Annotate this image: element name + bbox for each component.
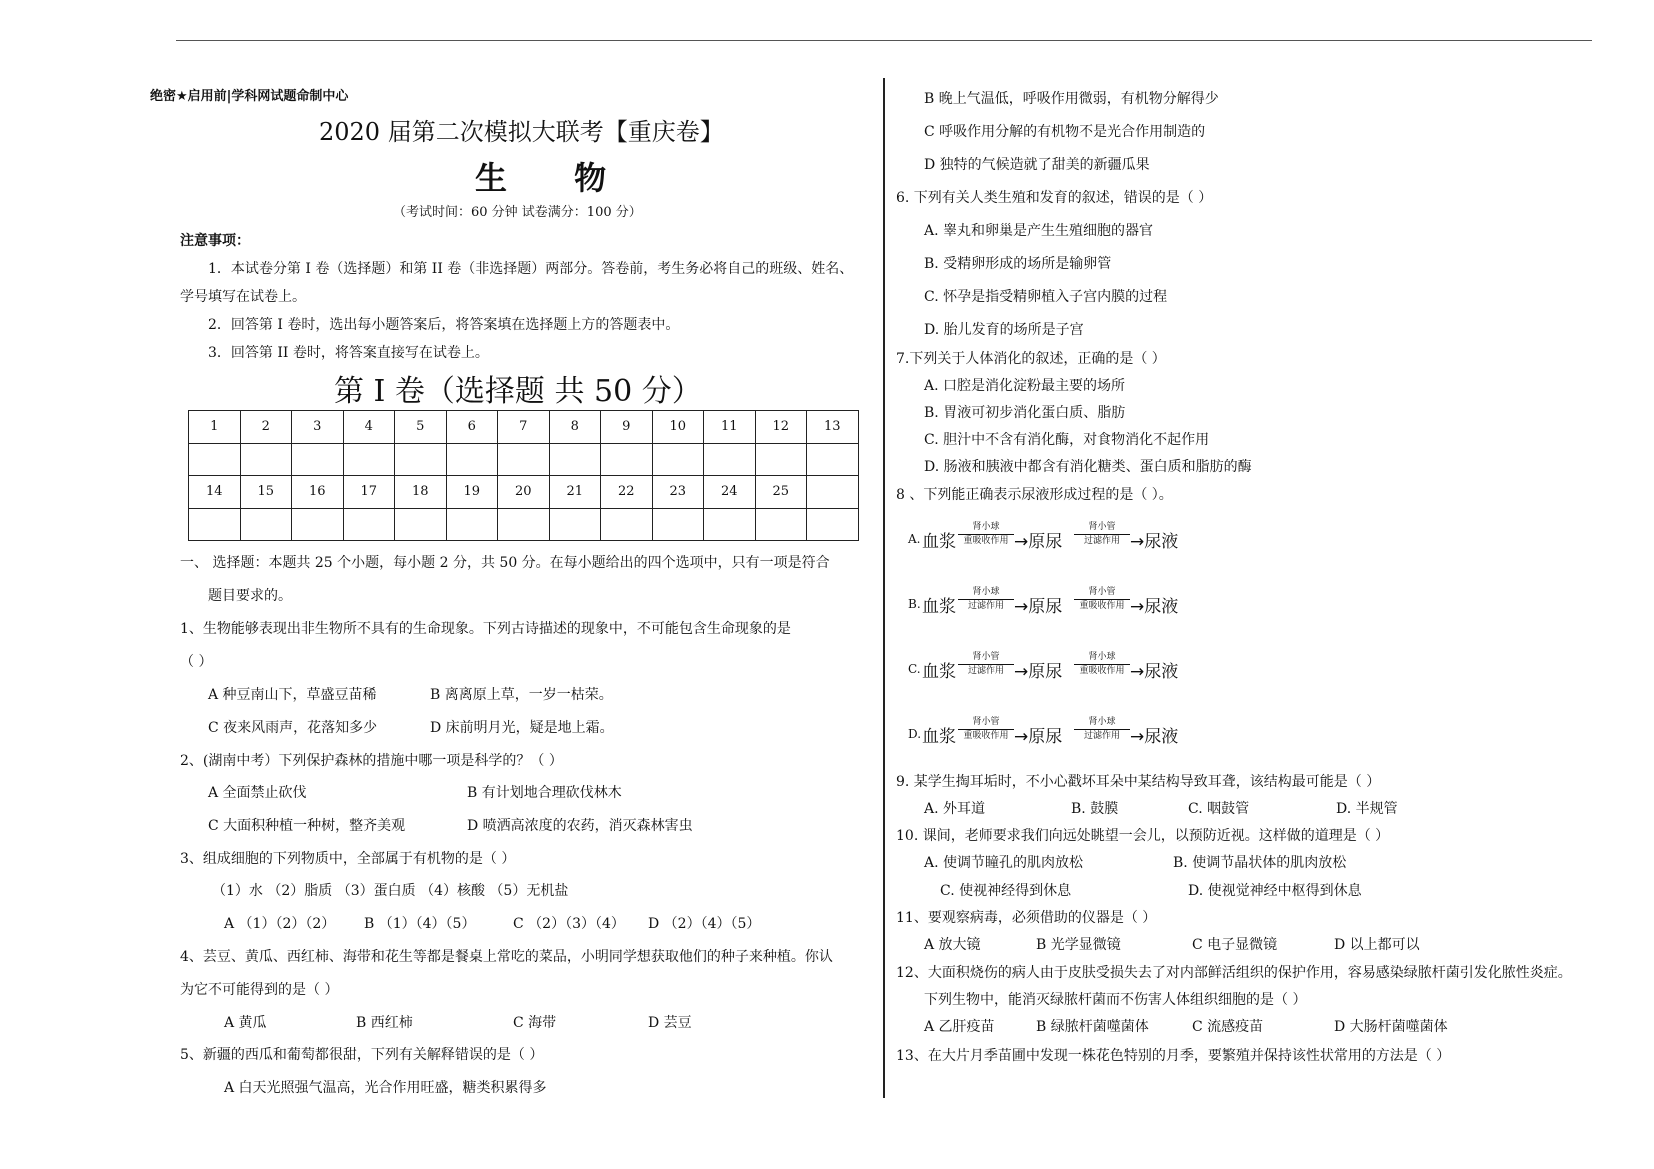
answer-cell[interactable] (652, 508, 704, 541)
subject-title: 生 物 (475, 159, 635, 197)
notice-line-4: 3．回答第 II 卷时，将答案直接写在试卷上。 (208, 345, 489, 361)
q9-stem: 9. 某学生掏耳垢时，不小心戳坏耳朵中某结构导致耳聋，该结构最可能是（ ） (896, 774, 1381, 790)
answer-grid-blank-row-2 (189, 508, 859, 541)
grid-number: 21 (549, 476, 601, 509)
q10-stem: 10. 课间，老师要求我们向远处眺望一会儿，以预防近视。这样做的道理是（ ） (896, 828, 1390, 844)
q12-option-d: D 大肠杆菌噬菌体 (1334, 1019, 1448, 1035)
grid-number: 3 (292, 411, 344, 444)
q3-stem: 3、组成细胞的下列物质中，全部属于有机物的是（ ） (180, 851, 516, 867)
answer-cell[interactable] (240, 508, 292, 541)
answer-grid-header-row-2 (189, 476, 859, 509)
grid-number: 2 (240, 411, 292, 444)
answer-cell[interactable] (807, 508, 859, 541)
q8-arrow-top-label: 肾小管 (972, 717, 1000, 727)
q8-arrow-bottom-label: 过滤作用 (967, 666, 1004, 676)
exam-info: （考试时间：60 分钟 试卷满分：100 分） (393, 205, 642, 220)
q10-option-c: C. 使视神经得到休息 (940, 883, 1072, 899)
q3-option-d: D （2）（4）（5） (648, 916, 761, 932)
q12-stem-2: 下列生物中，能消灭绿脓杆菌而不伤害人体组织细胞的是（ ） (924, 992, 1307, 1008)
q5-option-c: C 呼吸作用分解的有机物不是光合作用制造的 (924, 124, 1206, 140)
answer-cell[interactable] (755, 508, 807, 541)
q8-arrow-bottom-label: 重吸收作用 (963, 731, 1009, 741)
q8-arrow-2 (1074, 651, 1130, 678)
answer-cell[interactable] (240, 443, 292, 476)
q3-items: （1）水 （2）脂质 （3）蛋白质 （4）核酸 （5）无机盐 (212, 883, 569, 899)
q2-option-d: D 喷洒高浓度的农药，消灭森林害虫 (467, 818, 693, 834)
q6-stem: 6. 下列有关人类生殖和发育的叙述，错误的是（ ） (896, 190, 1213, 206)
q9-option-c: C. 咽鼓管 (1188, 801, 1250, 817)
q11-option-d: D 以上都可以 (1334, 937, 1420, 953)
q5-option-d: D 独特的气候造就了甜美的新疆瓜果 (924, 157, 1150, 173)
grid-number (807, 476, 859, 509)
q9-option-b: B. 鼓膜 (1071, 801, 1119, 817)
q8-arrow-2 (1074, 586, 1130, 613)
q9-option-a: A. 外耳道 (924, 801, 986, 817)
answer-cell[interactable] (549, 443, 601, 476)
notice-line-1: 1．本试卷分第 I 卷（选择题）和第 II 卷（非选择题）两部分。答卷前，考生务必将自己的班级、姓名、 (208, 261, 854, 277)
grid-number: 8 (549, 411, 601, 444)
q8-option-c (908, 651, 1208, 685)
q8-term-primary-urine: →原尿 (1014, 597, 1063, 617)
q4-option-c: C 海带 (513, 1015, 557, 1031)
q8-arrow-1 (958, 651, 1014, 678)
q1-option-a: A 种豆南山下，草盛豆苗稀 (208, 687, 377, 703)
q8-term-primary-urine: →原尿 (1014, 727, 1063, 747)
q8-arrow-top-label: 肾小管 (1088, 587, 1116, 597)
answer-cell[interactable] (189, 443, 241, 476)
q8-arrow-2 (1074, 716, 1130, 743)
q1-answer-paren: （ ） (180, 654, 213, 670)
answer-cell[interactable] (343, 443, 395, 476)
q8-term-plasma: 血浆 (922, 662, 956, 682)
q6-option-b: B. 受精卵形成的场所是输卵管 (924, 256, 1112, 272)
q8-term-urine: →尿液 (1130, 727, 1179, 747)
answer-cell[interactable] (395, 443, 447, 476)
q8-stem: 8 、下列能正确表示尿液形成过程的是（ ）。 (896, 487, 1173, 503)
q8-arrow-top-label: 肾小球 (972, 522, 1000, 532)
answer-cell[interactable] (446, 443, 498, 476)
q8-arrow-1 (958, 521, 1014, 548)
q8-arrow-top-label: 肾小管 (1088, 522, 1116, 532)
q12-option-c: C 流感疫苗 (1192, 1019, 1264, 1035)
q8-arrow-bottom-label: 过滤作用 (1083, 536, 1120, 546)
grid-number: 13 (807, 411, 859, 444)
answer-cell[interactable] (652, 443, 704, 476)
q5-option-a: A 白天光照强气温高，光合作用旺盛，糖类积累得多 (224, 1080, 547, 1096)
q11-stem: 11、要观察病毒，必须借助的仪器是（ ） (896, 910, 1157, 926)
q4-option-a: A 黄瓜 (224, 1015, 267, 1031)
q7-stem: 7.下列关于人体消化的叙述，正确的是（ ） (896, 351, 1166, 367)
grid-number: 9 (601, 411, 653, 444)
answer-cell[interactable] (498, 508, 550, 541)
q1-option-c: C 夜来风雨声，花落知多少 (208, 720, 378, 736)
answer-grid-blank-row-1 (189, 443, 859, 476)
grid-number: 5 (395, 411, 447, 444)
grid-number: 20 (498, 476, 550, 509)
answer-cell[interactable] (704, 443, 756, 476)
q6-option-d: D. 胎儿发育的场所是子宫 (924, 322, 1084, 338)
section-1-title: 第 I 卷（选择题 共 50 分） (334, 374, 702, 409)
q8-arrow-top-label: 肾小管 (972, 652, 1000, 662)
q4-stem-2: 为它不可能得到的是（ ） (180, 982, 339, 998)
confidential-label: 绝密★启用前|学科网试题命制中心 (150, 89, 349, 104)
q8-term-plasma: 血浆 (922, 532, 956, 552)
grid-number: 1 (189, 411, 241, 444)
q1-option-b: B 离离原上草，一岁一枯荣。 (430, 687, 613, 703)
q8-arrow-bottom-label: 过滤作用 (967, 601, 1004, 611)
q8-term-urine: →尿液 (1130, 662, 1179, 682)
q7-option-c: C. 胆汁中不含有消化酶，对食物消化不起作用 (924, 432, 1210, 448)
q8-option-a (908, 521, 1208, 555)
answer-cell[interactable] (549, 508, 601, 541)
q7-option-a: A. 口腔是消化淀粉最主要的场所 (924, 378, 1126, 394)
grid-number: 14 (189, 476, 241, 509)
q11-option-a: A 放大镜 (924, 937, 981, 953)
q8-arrow-top-label: 肾小球 (972, 587, 1000, 597)
q8-arrow-bottom-label: 重吸收作用 (963, 536, 1009, 546)
grid-number: 6 (446, 411, 498, 444)
notice-heading: 注意事项： (180, 233, 250, 249)
q9-option-d: D. 半规管 (1336, 801, 1398, 817)
q10-option-d: D. 使视觉神经中枢得到休息 (1188, 883, 1362, 899)
q8-arrow-bottom-label: 过滤作用 (1083, 731, 1120, 741)
answer-cell[interactable] (395, 508, 447, 541)
q12-stem: 12、大面积烧伤的病人由于皮肤受损失去了对内部鲜活组织的保护作用，容易感染绿脓杆菌引发化脓性炎症。 (896, 965, 1572, 981)
grid-number: 10 (652, 411, 704, 444)
grid-number: 12 (755, 411, 807, 444)
q4-stem: 4、芸豆、黄瓜、西红柿、海带和花生等都是餐桌上常吃的菜品，小明同学想获取他们的种子来种植。你认 (180, 949, 833, 965)
q11-option-b: B 光学显微镜 (1036, 937, 1121, 953)
q8-option-d (908, 716, 1208, 750)
q8-option-b (908, 586, 1208, 620)
q2-option-b: B 有计划地合理砍伐林木 (467, 785, 622, 801)
instruction-line-1: 一、 选择题：本题共 25 个小题，每小题 2 分，共 50 分。在每小题给出的四个选项中，只有一项是符合 (180, 555, 830, 571)
q2-option-a: A 全面禁止砍伐 (208, 785, 307, 801)
q12-option-b: B 绿脓杆菌噬菌体 (1036, 1019, 1149, 1035)
q8-term-primary-urine: →原尿 (1014, 532, 1063, 552)
exam-title: 2020 届第二次模拟大联考【重庆卷】 (319, 118, 724, 146)
q8-term-urine: →尿液 (1130, 532, 1179, 552)
grid-number: 23 (652, 476, 704, 509)
notice-line-2: 学号填写在试卷上。 (180, 289, 306, 305)
q1-option-d: D 床前明月光，疑是地上霜。 (430, 720, 614, 736)
q6-option-c: C. 怀孕是指受精卵植入子宫内膜的过程 (924, 289, 1168, 305)
q2-stem: 2、(湖南中考）下列保护森林的措施中哪一项是科学的？（ ） (180, 753, 563, 769)
q10-option-b: B. 使调节晶状体的肌肉放松 (1173, 855, 1347, 871)
q8-arrow-1 (958, 716, 1014, 743)
q8-option-label: A. (908, 532, 921, 546)
grid-number: 18 (395, 476, 447, 509)
answer-grid-header-row-1 (189, 411, 859, 444)
q8-option-label: D. (908, 727, 922, 741)
q5-stem: 5、新疆的西瓜和葡萄都很甜，下列有关解释错误的是（ ） (180, 1047, 544, 1063)
q8-arrow-1 (958, 586, 1014, 613)
q3-option-b: B （1）（4）（5） (364, 916, 476, 932)
q1-stem: 1、生物能够表现出非生物所不具有的生命现象。下列古诗描述的现象中，不可能包含生命现象的是 (180, 621, 791, 637)
q7-option-b: B. 胃液可初步消化蛋白质、脂肪 (924, 405, 1126, 421)
column-divider (883, 78, 885, 1098)
answer-cell[interactable] (292, 508, 344, 541)
q11-option-c: C 电子显微镜 (1192, 937, 1278, 953)
q8-option-label: C. (908, 662, 921, 676)
q8-term-plasma: 血浆 (922, 597, 956, 617)
grid-number: 16 (292, 476, 344, 509)
q8-arrow-top-label: 肾小球 (1088, 652, 1116, 662)
grid-number: 11 (704, 411, 756, 444)
grid-number: 4 (343, 411, 395, 444)
q4-option-d: D 芸豆 (648, 1015, 692, 1031)
grid-number: 15 (240, 476, 292, 509)
grid-number: 25 (755, 476, 807, 509)
q6-option-a: A. 睾丸和卵巢是产生生殖细胞的器官 (924, 223, 1154, 239)
q8-option-label: B. (908, 597, 921, 611)
grid-number: 19 (446, 476, 498, 509)
q7-option-d: D. 肠液和胰液中都含有消化糖类、蛋白质和脂肪的酶 (924, 459, 1252, 475)
answer-cell[interactable] (498, 443, 550, 476)
q2-option-c: C 大面积种植一种树，整齐美观 (208, 818, 406, 834)
q8-arrow-bottom-label: 重吸收作用 (1079, 601, 1125, 611)
q10-option-a: A. 使调节瞳孔的肌肉放松 (924, 855, 1084, 871)
q8-term-plasma: 血浆 (922, 727, 956, 747)
grid-number: 17 (343, 476, 395, 509)
q4-option-b: B 西红柿 (356, 1015, 413, 1031)
answer-cell[interactable] (601, 508, 653, 541)
q8-arrow-2 (1074, 521, 1130, 548)
q3-option-c: C （2）（3）（4） (513, 916, 625, 932)
q8-term-primary-urine: →原尿 (1014, 662, 1063, 682)
q3-option-a: A （1）（2）（2） (224, 916, 336, 932)
answer-cell[interactable] (292, 443, 344, 476)
q8-term-urine: →尿液 (1130, 597, 1179, 617)
answer-cell[interactable] (343, 508, 395, 541)
q8-arrow-bottom-label: 重吸收作用 (1079, 666, 1125, 676)
q5-option-b: B 晚上气温低，呼吸作用微弱，有机物分解得少 (924, 91, 1219, 107)
answer-grid (188, 410, 859, 541)
answer-cell[interactable] (704, 508, 756, 541)
grid-number: 24 (704, 476, 756, 509)
q13-stem: 13、在大片月季苗圃中发现一株花色特别的月季，要繁殖并保持该性状常用的方法是（ ） (896, 1048, 1451, 1064)
instruction-line-2: 题目要求的。 (208, 588, 292, 604)
answer-cell[interactable] (189, 508, 241, 541)
grid-number: 7 (498, 411, 550, 444)
answer-cell[interactable] (807, 443, 859, 476)
answer-cell[interactable] (755, 443, 807, 476)
answer-cell[interactable] (446, 508, 498, 541)
top-rule (176, 40, 1592, 41)
notice-line-3: 2．回答第 I 卷时，选出每小题答案后，将答案填在选择题上方的答题表中。 (208, 317, 680, 333)
q8-arrow-top-label: 肾小球 (1088, 717, 1116, 727)
q12-option-a: A 乙肝疫苗 (924, 1019, 995, 1035)
answer-cell[interactable] (601, 443, 653, 476)
grid-number: 22 (601, 476, 653, 509)
